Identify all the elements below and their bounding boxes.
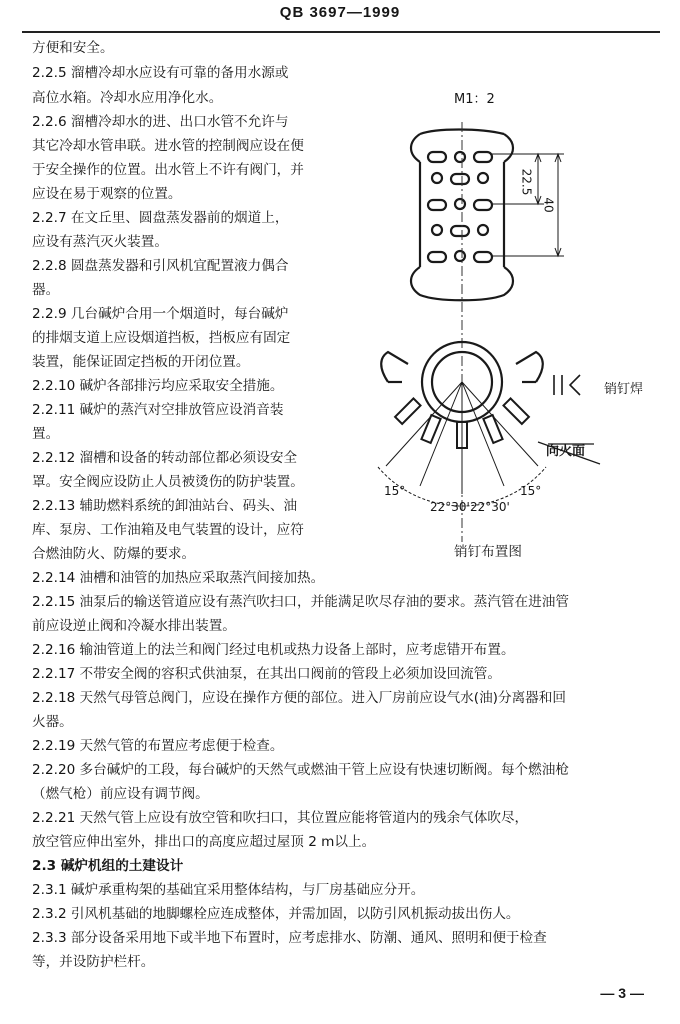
section-heading: 2.3 碱炉机组的土建设计: [32, 858, 184, 874]
text-line: 2.2.20 多台碱炉的工段，每台碱炉的天然气或燃油干管上应设有快速切断阀。每个燃油枪: [32, 762, 569, 778]
text-line: 2.2.6 溜槽冷却水的进、出口水管不允许与: [32, 114, 289, 130]
standard-code-header: QB 3697—1999: [279, 4, 401, 21]
text-line: 2.2.14 油槽和油管的加热应采取蒸汽间接加热。: [32, 570, 325, 586]
text-line: 方便和安全。: [32, 40, 114, 56]
text-line: 应设在易于观察的位置。: [32, 186, 182, 202]
text-line: 2.2.16 输油管道上的法兰和阀门经过电机或热力设备上部时，应考虑错开布置。: [32, 642, 515, 658]
scale-label: M1：2: [454, 92, 495, 107]
pin-layout-drawing: [368, 82, 658, 570]
angle-label: 22°30': [470, 500, 510, 514]
text-line: 置。: [32, 426, 60, 442]
text-line: 装置，能保证固定挡板的开闭位置。: [32, 354, 250, 370]
angle-label: 15°: [520, 484, 542, 498]
text-line: 2.2.7 在文丘里、圆盘蒸发器前的烟道上，: [32, 210, 289, 226]
text-line: 2.2.21 天然气管上应设有放空管和吹扫口，其位置应能将管道内的残余气体吹尽，: [32, 810, 529, 826]
text-line: 等，并设防护栏杆。: [32, 954, 155, 970]
text-line: 高位水箱。冷却水应用净化水。: [32, 90, 223, 106]
text-line: 放空管应伸出室外，排出口的高度应超过屋顶 2 m以上。: [32, 834, 376, 850]
direction-label: 向火面: [546, 444, 586, 459]
page-number: — 3 —: [600, 985, 644, 1001]
text-line: 2.2.17 不带安全阀的容积式供油泵，在其出口阀前的管段上必须加设回流管。: [32, 666, 501, 682]
text-line: 2.2.10 碱炉各部排污均应采取安全措施。: [32, 378, 284, 394]
text-line: 2.2.5 溜槽冷却水应设有可靠的备用水源或: [32, 65, 289, 81]
angle-label: 22°30': [430, 500, 470, 514]
text-line: 2.3.3 部分设备采用地下或半地下布置时，应考虑排水、防潮、通风、照明和便于检查: [32, 930, 547, 946]
text-line: 2.2.11 碱炉的蒸汽对空排放管应设消音装: [32, 402, 284, 418]
figure-caption: 销钉布置图: [454, 544, 522, 560]
text-line: 库、泵房、工作油箱及电气装置的设计，应符: [32, 522, 304, 538]
text-line: 罩。安全阀应设防止人员被烫伤的防护装置。: [32, 474, 304, 490]
angle-label: 15°: [384, 484, 406, 498]
text-line: 的排烟支道上应设烟道挡板，挡板应有固定: [32, 330, 291, 346]
text-line: 2.2.8 圆盘蒸发器和引风机宜配置液力偶合: [32, 258, 289, 274]
weld-label: 销钉焊: [604, 382, 644, 397]
text-line: 2.3.2 引风机基础的地脚螺栓应连成整体，并需加固，以防引风机振动拔出伤人。: [32, 906, 520, 922]
text-line: 火器。: [32, 714, 73, 730]
text-line: 2.2.13 辅助燃料系统的卸油站台、码头、油: [32, 498, 298, 514]
text-line: 2.3.1 碱炉承重构架的基础宜采用整体结构，与厂房基础应分开。: [32, 882, 425, 898]
dimension-long: 40: [541, 197, 556, 213]
text-line: 2.2.19 天然气管的布置应考虑便于检查。: [32, 738, 284, 754]
header-rule: [22, 31, 660, 33]
text-line: 2.2.18 天然气母管总阀门，应设在操作方便的部位。进入厂房前应设气水(油)分离器和回: [32, 690, 566, 706]
text-line: 2.2.15 油泵后的输送管道应设有蒸汽吹扫口，并能满足吹尽存油的要求。蒸汽管在进油管: [32, 594, 569, 610]
text-line: 其它冷却水管串联。进水管的控制阀应设在便: [32, 138, 304, 154]
text-line: 器。: [32, 282, 60, 298]
text-line: 于安全操作的位置。出水管上不许有阀门，并: [32, 162, 304, 178]
text-line: （燃气枪）前应设有调节阀。: [32, 786, 209, 802]
text-line: 2.2.9 几台碱炉合用一个烟道时，每台碱炉: [32, 306, 289, 322]
text-line: 前应设逆止阀和冷凝水排出装置。: [32, 618, 236, 634]
text-line: 2.2.12 溜槽和设备的转动部位都必须设安全: [32, 450, 298, 466]
pin-layout-figure: [368, 82, 658, 570]
text-line: 合燃油防火、防爆的要求。: [32, 546, 196, 562]
text-line: 应设有蒸汽灭火装置。: [32, 234, 168, 250]
dimension-short: 22.5: [519, 168, 534, 196]
